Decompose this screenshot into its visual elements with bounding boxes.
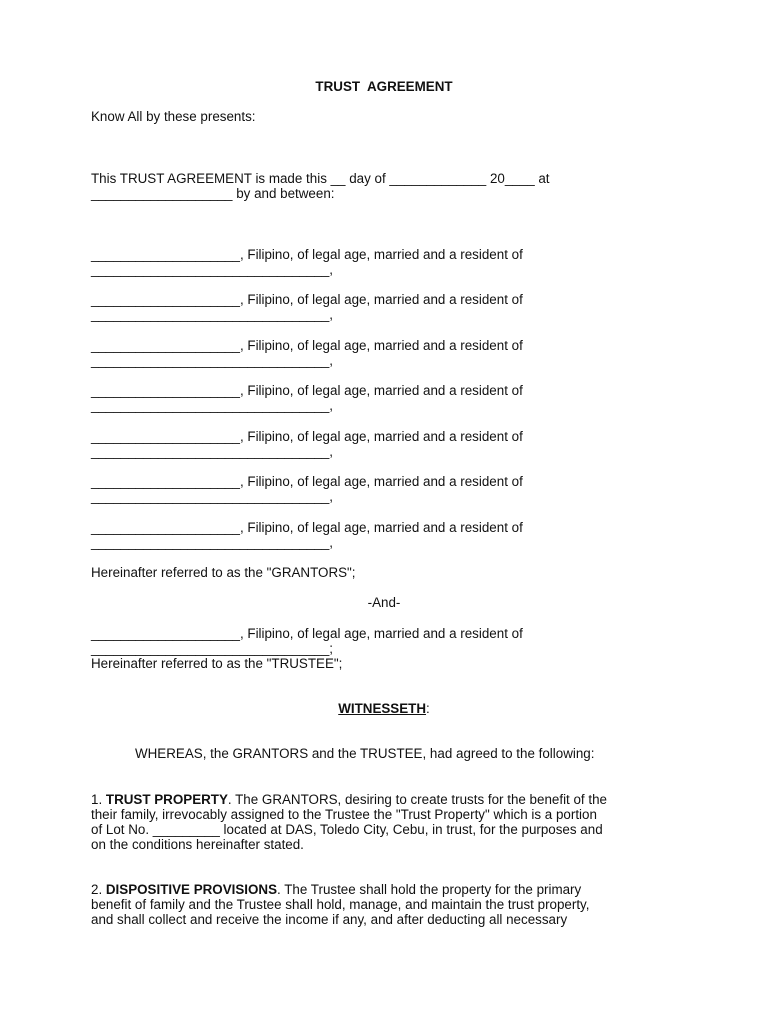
know-all-line: Know All by these presents: bbox=[91, 109, 256, 124]
paragraph-1-text-1: . The GRANTORS, desiring to create trusts for the benefit of the bbox=[227, 792, 607, 807]
document-title: TRUST AGREEMENT bbox=[315, 79, 453, 94]
paragraph-2-line-1 bbox=[91, 882, 581, 897]
paragraph-1-heading: TRUST PROPERTY bbox=[105, 792, 228, 807]
grantor-5-line-1: ____________________, Filipino, of legal age, married and a resident of bbox=[91, 429, 523, 444]
witnesseth-colon: : bbox=[426, 701, 430, 716]
witnesseth-word: WITNESSETH bbox=[338, 701, 427, 716]
grantor-3-line-2: ________________________________, bbox=[91, 353, 334, 368]
grantor-3-line-1: ____________________, Filipino, of legal age, married and a resident of bbox=[91, 338, 523, 353]
grantor-6-line-1: ____________________, Filipino, of legal age, married and a resident of bbox=[91, 474, 523, 489]
intro-line-1: This TRUST AGREEMENT is made this __ day of _____________ 20____ at bbox=[91, 171, 550, 186]
witnesseth-heading bbox=[0, 701, 768, 716]
paragraph-2-line-3: and shall collect and receive the income if any, and after deducting all necessary bbox=[91, 912, 568, 927]
grantor-1-line-2: ________________________________, bbox=[91, 262, 334, 277]
trustee-line-1: ____________________, Filipino, of legal age, married and a resident of bbox=[91, 626, 523, 641]
paragraph-1-line-3: of Lot No. _________ located at DAS, Toledo City, Cebu, in trust, for the purposes and bbox=[91, 822, 603, 837]
paragraph-1-line-1 bbox=[91, 792, 607, 807]
paragraph-1-number: 1. bbox=[91, 792, 106, 807]
trustee-line-2: ________________________________; bbox=[91, 641, 334, 656]
paragraph-2-line-2: benefit of family and the Trustee shall hold, manage, and maintain the trust property, bbox=[91, 897, 590, 912]
grantor-2-line-2: ________________________________, bbox=[91, 307, 334, 322]
paragraph-2-number: 2. bbox=[91, 882, 106, 897]
paragraph-2-heading: DISPOSITIVE PROVISIONS bbox=[105, 882, 278, 897]
grantors-reference: Hereinafter referred to as the "GRANTORS"; bbox=[91, 565, 356, 580]
grantor-4-line-1: ____________________, Filipino, of legal age, married and a resident of bbox=[91, 383, 523, 398]
paragraph-1-line-2: their family, irrevocably assigned to the Trustee the "Trust Property" which is a portion bbox=[91, 807, 597, 822]
whereas-clause: WHEREAS, the GRANTORS and the TRUSTEE, had agreed to the following: bbox=[135, 746, 595, 761]
grantor-5-line-2: ________________________________, bbox=[91, 444, 334, 459]
paragraph-1-line-4: on the conditions hereinafter stated. bbox=[91, 837, 304, 852]
grantor-6-line-2: ________________________________, bbox=[91, 489, 334, 504]
and-separator: -And- bbox=[367, 595, 401, 610]
grantor-1-line-1: ____________________, Filipino, of legal age, married and a resident of bbox=[91, 247, 523, 262]
grantor-2-line-1: ____________________, Filipino, of legal age, married and a resident of bbox=[91, 292, 523, 307]
grantor-7-line-2: ________________________________, bbox=[91, 535, 334, 550]
grantor-4-line-2: ________________________________, bbox=[91, 398, 334, 413]
paragraph-2-text-1: . The Trustee shall hold the property for the primary bbox=[277, 882, 582, 897]
grantor-7-line-1: ____________________, Filipino, of legal age, married and a resident of bbox=[91, 520, 523, 535]
trustee-reference: Hereinafter referred to as the "TRUSTEE"; bbox=[91, 656, 343, 671]
intro-line-2: ___________________ by and between: bbox=[91, 186, 335, 201]
